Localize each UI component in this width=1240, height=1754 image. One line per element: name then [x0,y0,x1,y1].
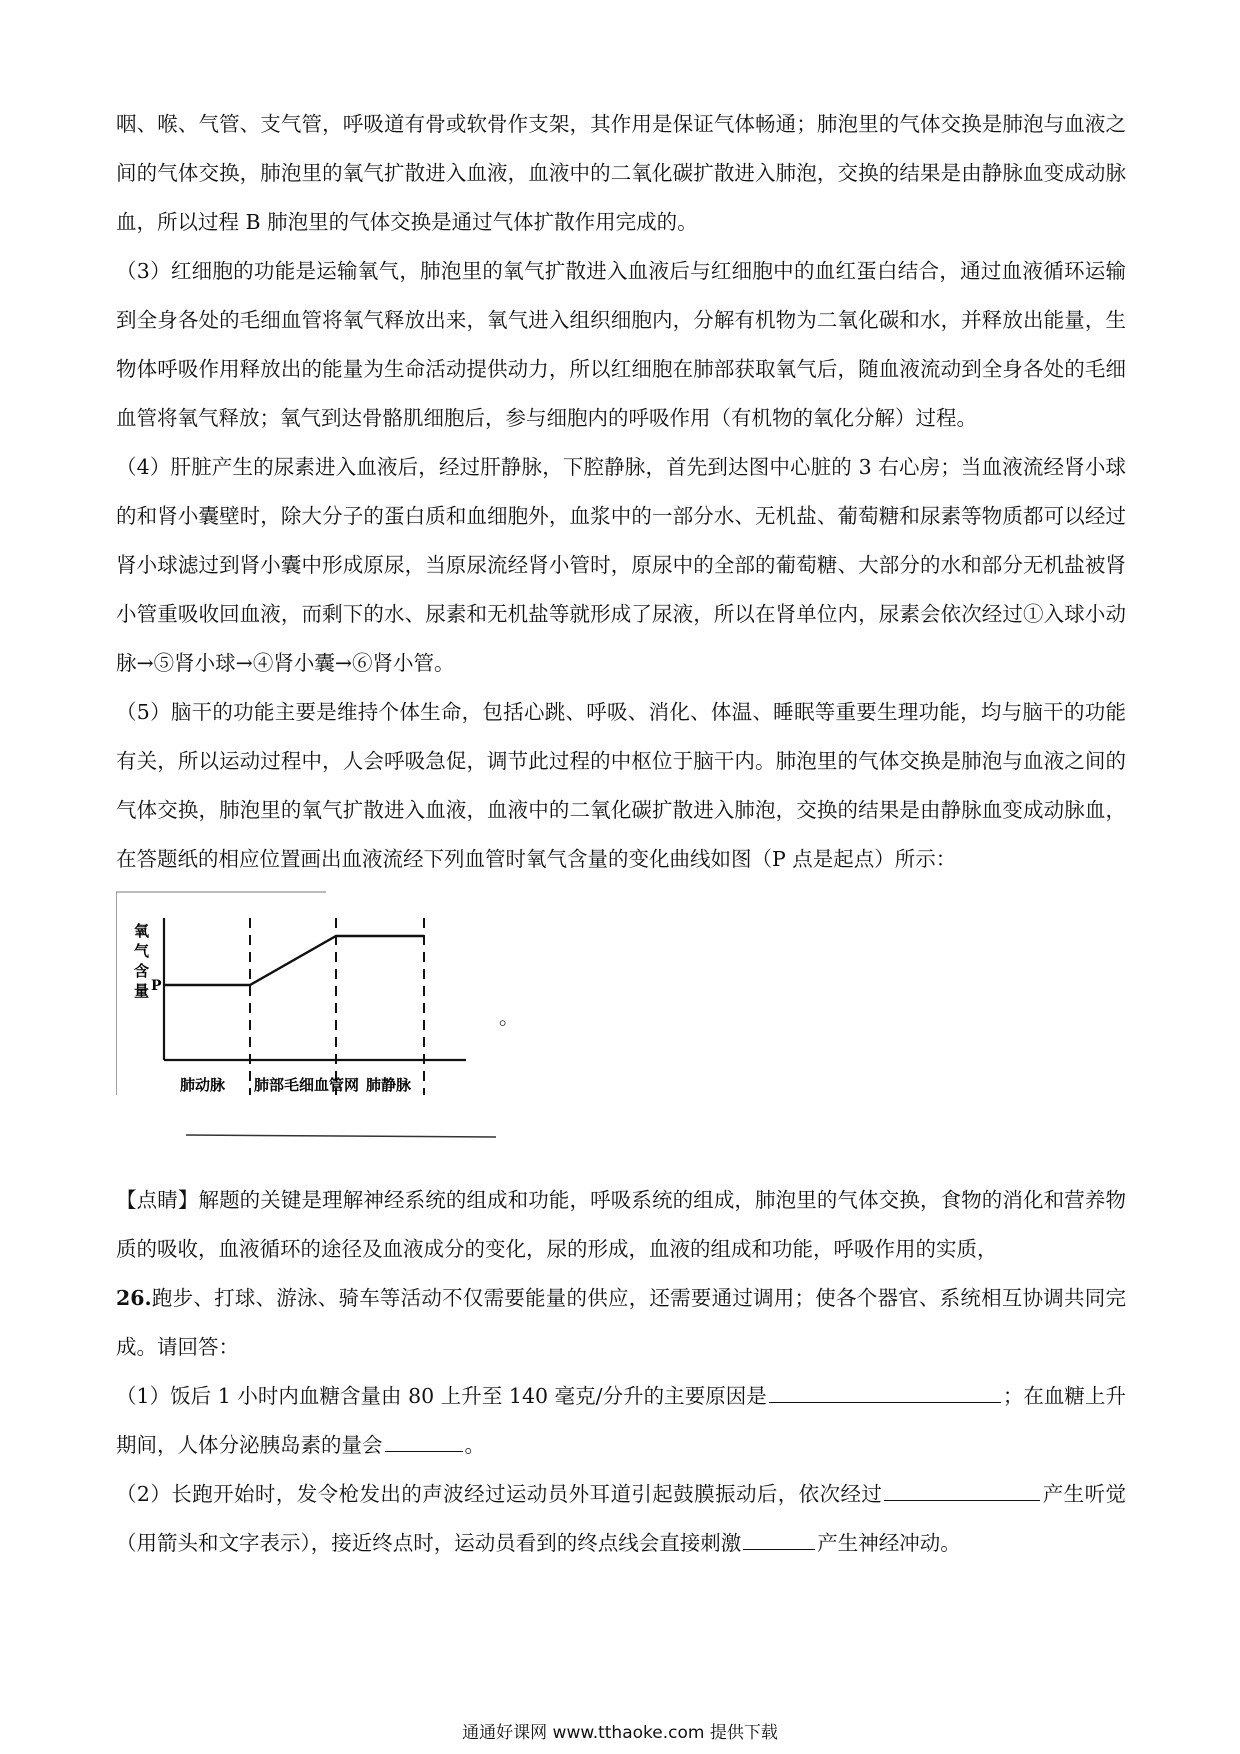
oxygen-curve-line [164,936,424,985]
answer-blank-2[interactable] [385,1429,463,1452]
y-label-char-3: 含 [134,962,150,980]
q2-text-b: 产生听觉（用箭头和文字表示），接近终点时，运动员看到的终点线会直接刺激 [116,1482,1126,1555]
x-label-pulmonary-artery: 肺动脉 [180,1076,226,1094]
question-26-part-2 [116,1470,1126,1568]
page-footer: 通通好课网 www.tthaoke.com 提供下载 [462,1723,778,1743]
question-26 [116,1274,1126,1372]
x-label-pulmonary-vein: 肺静脉 [366,1076,412,1094]
p-start-label: P [151,978,162,994]
oxygen-curve-chart [116,890,496,1160]
y-label-char-2: 气 [134,942,150,960]
question-26-stem: 跑步、打球、游泳、骑车等活动不仅需要能量的供应，还需要通过调用；使各个器官、系统相互协调共同完成。请回答： [116,1286,1126,1359]
figure-bottom-border [186,1135,496,1137]
paragraph-brainstem: （5）脑干的功能主要是维持个体生命，包括心跳、呼吸、消化、体温、睡眠等重要生理功能，均与脑干的功能有关，所以运动过程中，人会呼吸急促，调节此过程的中枢位于脑干内。肺泡里的气体交换是肺泡与血液之间的气体交换，肺泡里的氧气扩散进入血液，血液中的二氧化碳扩散进入肺泡，交换的结果是由静脉血变成动脉血，在答题纸的相应位置画出血液流经下列血管时氧气含量的变化曲线如图（P 点是起点）所示： [116,700,1126,871]
figure-trailing-mark: 。 [499,1005,519,1029]
question-number: 26. [116,1286,152,1310]
question-26-part-1 [116,1372,1126,1470]
answer-blank-3[interactable] [884,1478,1040,1501]
q2-text-a: （2）长跑开始时，发令枪发出的声波经过运动员外耳道引起鼓膜振动后，依次经过 [116,1482,883,1506]
y-label-char-1: 氧 [134,922,150,940]
answer-blank-1[interactable] [769,1380,1001,1403]
paragraph-urea-path: （4）肝脏产生的尿素进入血液后，经过肝静脉，下腔静脉，首先到达图中心脏的 3 右心房；当血液流经肾小球的和肾小囊壁时，除大分子的蛋白质和血细胞外，血浆中的一部分水、无机盐、葡萄糖和尿素等物质都可以经过肾小球滤过到肾小囊中形成原尿，当原尿流经肾小管时，原尿中的全部的葡萄糖、大部分的水和部分无机盐被肾小管重吸收回血液，而剩下的水、尿素和无机盐等就形成了尿液，所以在肾单位内，尿素会依次经过①入球小动脉→⑤肾小球→④肾小囊→⑥肾小管。 [116,455,1126,675]
q1-text-b: ；在血糖上升期间，人体分泌胰岛素的量会 [116,1384,1126,1457]
answer-blank-4[interactable] [743,1527,815,1550]
document-body [116,100,1126,1568]
x-label-capillary-network: 肺部毛细血管网 [254,1076,360,1094]
q1-text-c: 。 [464,1433,485,1457]
q2-text-c: 产生神经冲动。 [817,1531,961,1555]
y-label-char-4: 量 [134,982,150,1000]
paragraph-red-blood-cell: （3）红细胞的功能是运输氧气，肺泡里的氧气扩散进入血液后与红细胞中的血红蛋白结合，通过血液循环运输到全身各处的毛细血管将氧气释放出来，氧气进入组织细胞内，分解有机物为二氧化碳和水，并释放出能量，生物体呼吸作用释放出的能量为生命活动提供动力，所以红细胞在肺部获取氧气后，随血液流动到全身各处的毛细血管将氧气释放；氧气到达骨骼肌细胞后，参与细胞内的呼吸作用（有机物的氧化分解）过程。 [116,259,1126,430]
q1-text-a: （1）饭后 1 小时内血糖含量由 80 上升至 140 毫克/分升的主要原因是 [116,1384,767,1408]
paragraph-respiratory: 咽、喉、气管、支气管，呼吸道有骨或软骨作支架，其作用是保证气体畅通；肺泡里的气体交换是肺泡与血液之间的气体交换，肺泡里的氧气扩散进入血液，血液中的二氧化碳扩散进入肺泡，交换的结果是由静脉血变成动脉血，所以过程 B 肺泡里的气体交换是通过气体扩散作用完成的。 [116,112,1126,234]
oxygen-curve-figure [116,890,1126,1170]
paragraph-key-points: 【点睛】解题的关键是理解神经系统的组成和功能，呼吸系统的组成，肺泡里的气体交换，食物的消化和营养物质的吸收，血液循环的途径及血液成分的变化，尿的形成，血液的组成和功能，呼吸作用的实质， [116,1188,1126,1261]
